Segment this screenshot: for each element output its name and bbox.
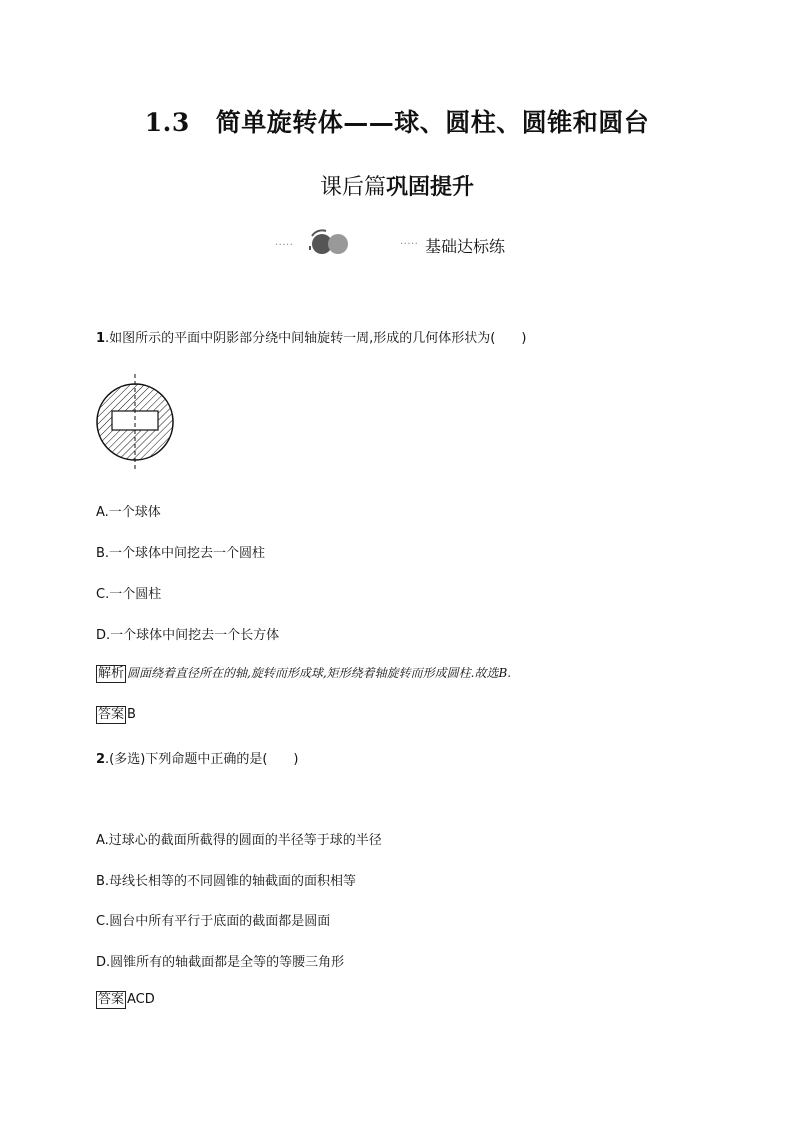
answer-text: B <box>127 707 136 722</box>
answer-tag: 答案 <box>98 992 125 1007</box>
option-d: D.圆锥所有的轴截面都是全等的等腰三角形 <box>96 955 345 970</box>
question-text: .(多选)下列命题中正确的是( ) <box>105 752 299 767</box>
question-text: .如图所示的平面中阴影部分绕中间轴旋转一周,形成的几何体形状为( ) <box>105 331 527 346</box>
section-circles-icon <box>306 228 354 256</box>
option-b: B.一个球体中间挖去一个圆柱 <box>96 546 266 561</box>
inner-rectangle <box>112 411 158 430</box>
answer-text: ACD <box>127 992 155 1007</box>
section-dots-left: ····· <box>275 240 294 251</box>
question-2 <box>96 748 298 767</box>
option-c: C.一个圆柱 <box>96 587 162 602</box>
section-header <box>270 228 560 258</box>
analysis-tag: 解析 <box>98 666 125 681</box>
section-dots-right: ····· <box>400 239 419 250</box>
question-1 <box>96 327 526 346</box>
analysis-text: 圆面绕着直径所在的轴,旋转而形成球,矩形绕着轴旋转而形成圆柱.故选B. <box>127 666 512 680</box>
section-number: 1.3 <box>144 108 190 137</box>
subtitle-plain: 课后篇 <box>319 175 386 200</box>
section-title: 简单旋转体——球、圆柱、圆锥和圆台 <box>215 108 650 137</box>
option-a: A.过球心的截面所截得的圆面的半径等于球的半径 <box>96 833 382 848</box>
subtitle-bold: 巩固提升 <box>386 175 475 200</box>
answer-row <box>96 706 136 724</box>
option-d: D.一个球体中间挖去一个长方体 <box>96 628 280 643</box>
page-subtitle <box>0 170 794 201</box>
page-title <box>0 103 794 139</box>
question-number: 2 <box>96 752 106 767</box>
question-number: 1 <box>96 331 106 346</box>
section-label: 基础达标练 <box>425 237 506 256</box>
option-a: A.一个球体 <box>96 505 161 520</box>
answer-tag: 答案 <box>98 707 125 722</box>
rotation-figure <box>93 372 177 474</box>
answer-row <box>96 991 155 1009</box>
analysis-row <box>96 664 511 683</box>
option-b: B.母线长相等的不同圆锥的轴截面的面积相等 <box>96 874 357 889</box>
option-c: C.圆台中所有平行于底面的截面都是圆面 <box>96 914 331 929</box>
